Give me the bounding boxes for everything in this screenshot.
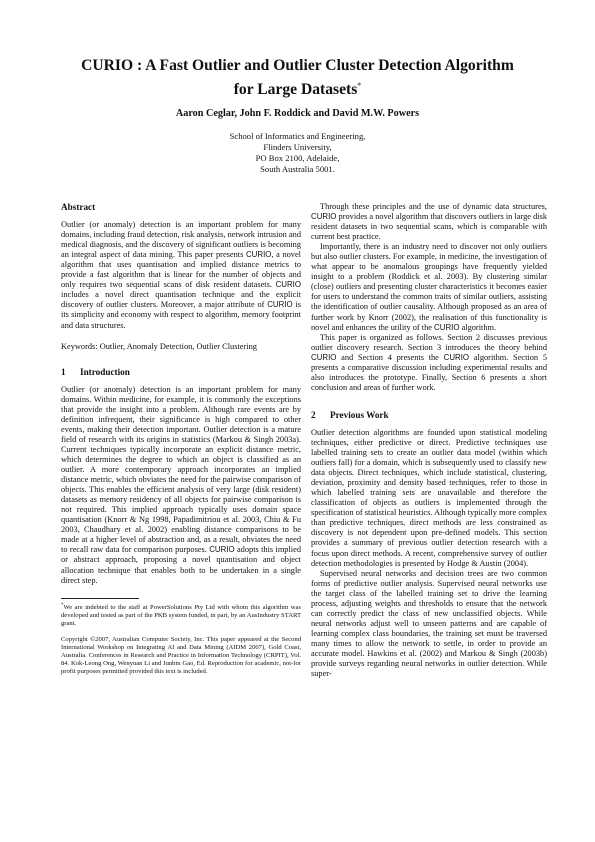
outlier-clusters-paragraph: Importantly, there is an industry need to discover not only outliers but also outlier clusters. For example, in medicine, the investigation of what appear to be anomalous groupings have frequently yielded insight to a problem (Roddick et al. 2003). By clustering similar (close) outliers and presenting cluster characteristics it becomes easier for users to understand the common traits of similar outliers, assisting the identification of outlier causality. Although proposed as an area of further work by Knorr (2002), the realisation of this functionality is novel and enhances the utility of the CURIO algorithm. xyxy=(311,242,547,332)
paper-organisation-paragraph: This paper is organized as follows. Section 2 discusses previous outlier discovery research. Section 3 introduces the theory behind CURIO and Section 4 presents the CURIO algorithm. Section 5 presents a comparative discussion including experimental results and also introduces the prototype. Finally, Section 6 presents a short conclusion and areas of further work. xyxy=(311,332,547,392)
algorithm-name: CURIO xyxy=(209,545,235,555)
right-column xyxy=(311,202,547,679)
algorithm-name: CURIO xyxy=(275,280,301,290)
paper-title xyxy=(40,56,555,100)
abstract-heading: Abstract xyxy=(61,202,96,212)
section-title: Introduction xyxy=(80,366,130,377)
affiliation-line: School of Informatics and Engineering, xyxy=(229,131,366,141)
section-2-heading xyxy=(311,410,547,420)
left-column xyxy=(61,202,301,677)
algorithm-name: CURIO xyxy=(311,212,337,222)
footnote-text: We are indebted to the staff at PowerSolutions Pty Ltd with whom this algorithm was developed and tested as part of the PKB system funded, in part, by an AusIndustry START grant. xyxy=(61,603,301,627)
footnote-mark: * xyxy=(61,602,64,608)
section-number: 2 xyxy=(311,409,316,420)
neural-networks-paragraph: Supervised neural networks and decision trees are two common forms of predictive outlier analysis. Supervised neural networks use the target class of the labelled training set to drive the learning process, adjusting weights and thresholds to ensure that the network can correctly predict the class of new unclassified objects. While neural networks adjust well to unseen patterns and are capable of learning complex class boundaries, the training set must be traversed many times to allow the network to settle, in order to provide an accurate model. Hawkins et al. (2002) and Markou & Singh (2003b) provide surveys regarding neural networks in outlier detection. While super- xyxy=(311,568,547,679)
intro-continued-paragraph: Through these principles and the use of dynamic data structures, CURIO provides a novel algorithm that discovers outliers in large disk resident datasets in two sequential scans, which is comparable with current best practice. xyxy=(311,202,547,242)
previous-work-paragraph: Outlier detection algorithms are founded upon statistical modeling techniques, either predictive or direct. Predictive techniques use labelled training sets to create an outlier data model (within which outliers fall) for a domain, which is subsequently used to classify new data objects. Direct techniques, which include statistical, clustering, deviation, proximity and density based techniques, refer to those in which labelled training sets are unavailable and therefore the classification of objects as outliers is implemented through the specification of statistical heuristics. Although typically more complex than predictive techniques, direct methods are less constrained as discovery is not dependent upon pre-defined models. This section provides a summary of previous outlier detection research with a focus upon direct methods. A recent, comprehensive survey of outlier detection methodologies is presented by Hodge & Austin (2004). xyxy=(311,427,547,568)
abstract-paragraph: Outlier (or anomaly) detection is an important problem for many domains, including fraud detection, risk analysis, network intrusion and medical diagnosis, and the discovery of significant outliers is becoming an integral aspect of data mining. This paper presents CURIO, a novel algorithm that uses quantisation and implied distance metrics to provide a fast algorithm that is linear for the number of objects and only requires two sequential scans of disk resident datasets. CURIO includes a novel direct quantisation technique and the explicit discovery of outlier clusters. Moreover, a major attribute of CURIO is its simplicity and economy with respect to algorithm, memory footprint and data structures. xyxy=(61,220,302,330)
algorithm-name: CURIO xyxy=(443,352,470,362)
section-title: Previous Work xyxy=(330,409,389,420)
acknowledgement-footnote xyxy=(61,602,301,628)
algorithm-name: CURIO xyxy=(267,300,293,310)
introduction-paragraph: Outlier (or anomaly) detection is an important problem for many domains. Within medicine, for example, it is commonly the exceptions that provide the insight into a problem. Although rare events are by definition infrequent, their significance is high compared to other events, making their detection important. Outlier detection is a mature field of research with its origins in statistics (Markou & Singh 2003a). Current techniques typically incorporate an explicit distance metric, which determines the degree to which an object is classified as an outlier. A more contemporary approach incorporates an implied distance metric, which obviates the need for the pairwise comparison of objects. This enables the efficient analysis of very large (disk resident) datasets as memory residency of all objects for pairwise comparison is not required. This implied approach typically uses domain space quantisation (Knorr & Ng 1998, Papadimitriou et al. 2003, Chiu & Fu 2003, Chaudhary et al. 2002) enabling distance comparisons to be made at a higher level of abstraction and, as a result, obviates the need to recall raw data for comparison purposes. CURIO adopts this implied or abstract approach, proposing a novel quantisation and object allocation technique that enables both to be undertaken in a single direct step. xyxy=(61,384,301,585)
algorithm-name: CURIO xyxy=(245,250,272,260)
algorithm-name: CURIO xyxy=(311,352,337,362)
section-1-heading xyxy=(61,367,301,377)
author-list: Aaron Ceglar, John F. Roddick and David M.W. Powers xyxy=(175,108,420,119)
title-footnote-mark: * xyxy=(357,81,362,90)
affiliation-line: Flinders University, xyxy=(263,142,332,152)
title-line-1: CURIO : A Fast Outlier and Outlier Cluster Detection Algorithm xyxy=(81,57,514,74)
affiliation-line: PO Box 2100, Adelaide, xyxy=(255,153,340,163)
algorithm-name: CURIO xyxy=(434,322,460,332)
section-number: 1 xyxy=(61,366,66,377)
keywords: Keywords: Outlier, Anomaly Detection, Outlier Clustering xyxy=(61,341,257,351)
title-line-2: for Large Datasets xyxy=(233,81,358,99)
affiliation-line: South Australia 5001. xyxy=(260,164,335,174)
copyright-notice: Copyright ©2007, Australian Computer Society, Inc. This paper appeared at the Second International Workshop on Integrating AI and Data Mining (AIDM 2007), Gold Coast, Australia. Conferences in Research and Practice in Information Technology (CRPIT), Vol. 84. Kok-Leong Ong, Wenyuan Li and Junbin Gao, Ed. Reproduction for academic, not-for profit purposes permitted provided this text is included. xyxy=(61,636,301,676)
affiliation-block xyxy=(40,131,555,175)
